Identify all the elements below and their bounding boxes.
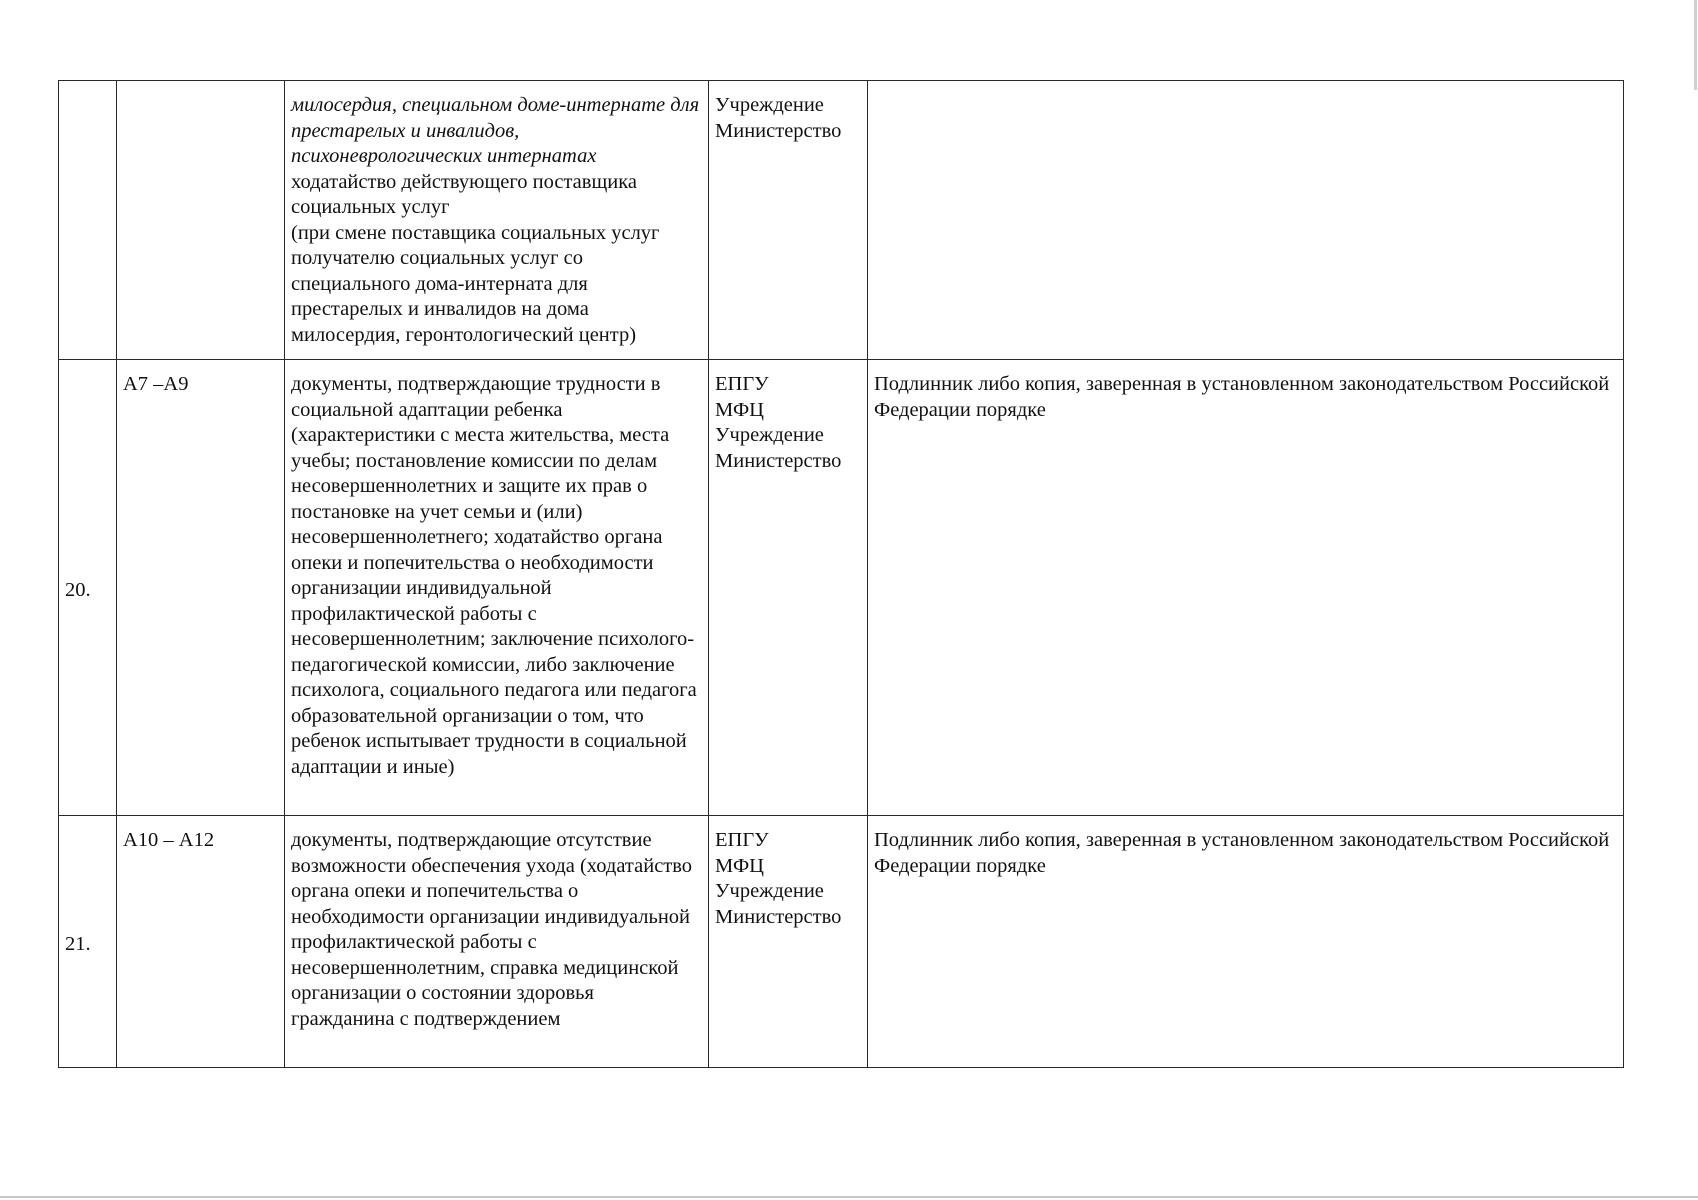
- row-document: документы, подтверждающие отсутствие возможности обеспечения ухода (ходатайство органа опеки и попечительства о необходимости организации индивидуальной профилактической работы с несовершеннолетним, справка медицинской организации о состоянии здоровья гражданина с подтверждением: [285, 816, 709, 1068]
- row-code: [117, 81, 285, 360]
- scan-edge-mark: [1694, 0, 1697, 90]
- row-document: [285, 81, 709, 360]
- table-row: [59, 360, 1624, 816]
- row-where: Учреждение Министерство: [709, 81, 868, 360]
- documents-table: [58, 80, 1624, 1068]
- table-row: [59, 81, 1624, 360]
- row-where: ЕПГУ МФЦ Учреждение Министерство: [709, 360, 868, 816]
- row-form: Подлинник либо копия, заверенная в установленном законодательством Российской Федерации порядке: [868, 360, 1624, 816]
- row-document-text: ходатайство действующего поставщика социальных услуг (при смене поставщика социальных услуг получателю социальных услуг со специального дома-интерната для престарелых и инвалидов на дома милосердия, геронтологический центр): [291, 170, 660, 346]
- row-number: 21.: [59, 816, 117, 1068]
- row-document: документы, подтверждающие трудности в социальной адаптации ребенка (характеристики с места жительства, места учебы; постановление комиссии по делам несовершеннолетних и защите их прав о постановке на учет семьи и (или) несовершеннолетнего; ходатайство органа опеки и попечительства о необходимости организации индивидуальной профилактической работы с несовершеннолетним; заключение психолого-педагогической комиссии, либо заключение психолога, социального педагога или педагога образовательной организации о том, что ребенок испытывает трудности в социальной адаптации и иные): [285, 360, 709, 816]
- table-row: [59, 816, 1624, 1068]
- row-code: А7 –А9: [117, 360, 285, 816]
- row-number: [59, 81, 117, 360]
- row-form: Подлинник либо копия, заверенная в установленном законодательством Российской Федерации порядке: [868, 816, 1624, 1068]
- row-number: 20.: [59, 360, 117, 816]
- row-document-italic: милосердия, специальном доме-интернате для престарелых и инвалидов, психоневрологических интернатах: [291, 94, 700, 167]
- row-form: [868, 81, 1624, 360]
- row-where: ЕПГУ МФЦ Учреждение Министерство: [709, 816, 868, 1068]
- scan-edge-line: [0, 1196, 1698, 1198]
- row-code: А10 – А12: [117, 816, 285, 1068]
